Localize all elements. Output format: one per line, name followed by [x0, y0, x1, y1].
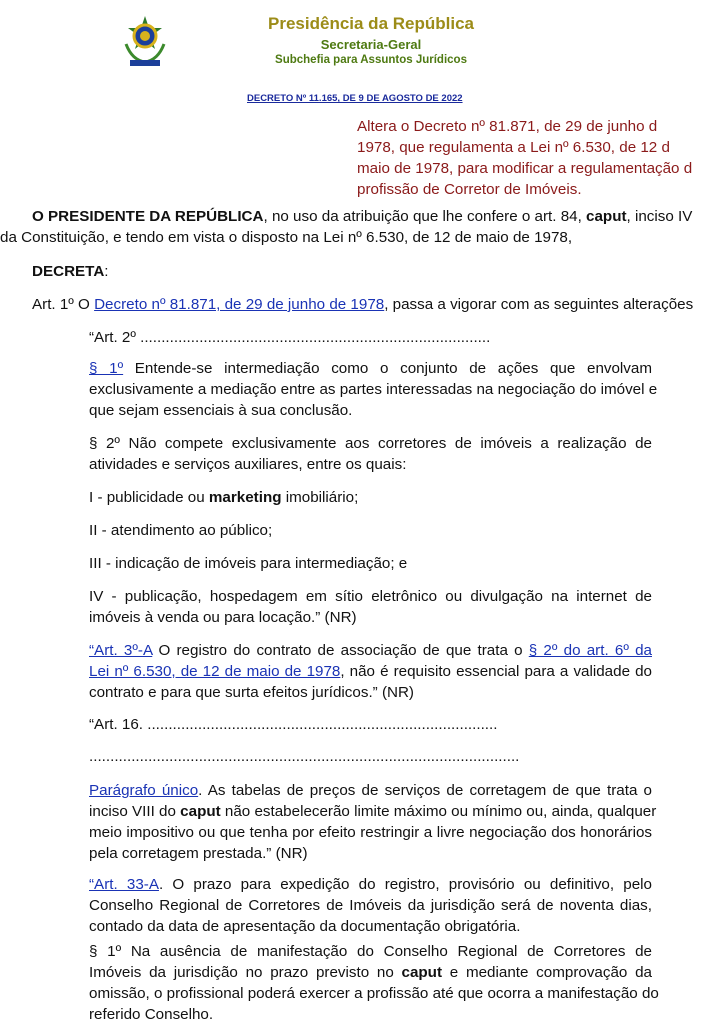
art2-par1-cont: exclusivamente a mediação entre as partes interessadas na negociação do imóvel e que sejam essenciais à sua conclusão. — [89, 381, 658, 419]
art2-par1: § 1º Entende-se intermediação como o conjunto de ações que envolvam — [89, 360, 652, 377]
paragrafo-unico: Parágrafo único. As tabelas de preços de serviços de corretagem de que trata o inciso VIII do caput não estabelecerão limite máximo ou mínimo ou, ainda, qualquer meio impositivo ou que tenha por efeito restringir a livre negociação dos honorários pela corretagem prestada.” (NR) — [89, 782, 657, 862]
paragrafo-unico-link[interactable]: Parágrafo único — [89, 782, 199, 799]
art3a-link[interactable]: “Art. 3º-A — [89, 642, 153, 659]
art3a: “Art. 3º-A O registro do contrato de associação de que trata o § 2º do art. 6º da Lei nº 6.530, de 12 de maio de 1978, não é requisito essencial para a validade do contrato e para que surta efeitos jurídicos.” (NR) — [89, 642, 652, 701]
lei-6530-art6-link[interactable]: § 2º do art. 6º da — [528, 642, 652, 659]
ementa — [357, 116, 702, 200]
art33a-par1: § 1º Na ausência de manifestação do Conselho Regional de Corretores de Imóveis da jurisdição no prazo previsto no caput e mediante comprovação da omissão, o profissional poderá exercer a profissão até que ocorra a manifestação do referido Conselho. — [89, 943, 659, 1023]
decreta-heading: DECRETA: — [32, 263, 109, 280]
dots-line: ...................................................................................................... — [89, 748, 520, 765]
coat-of-arms-icon — [120, 14, 170, 70]
ementa-line: maio de 1978, para modificar a regulamentação d — [357, 160, 693, 177]
art2-header: “Art. 2º ................................................................................... — [89, 329, 491, 346]
art33a-link[interactable]: “Art. 33-A — [89, 876, 159, 893]
item-i: I - publicidade ou marketing imobiliário; — [89, 489, 359, 506]
header-secretaria: Secretaria-Geral — [320, 37, 422, 52]
art33a: “Art. 33-A. O prazo para expedição do registro, provisório ou definitivo, pelo Conselho Regional de Corretores de Imóveis da jurisdição será de noventa dias, contado da data de apresentação da documentação obrigatória. — [89, 876, 652, 935]
ementa-line: 1978, que regulamenta a Lei nº 6.530, de 12 d — [357, 139, 670, 156]
header-presidencia: Presidência da República — [268, 14, 474, 33]
decreto-81871-link[interactable]: Decreto nº 81.871, de 29 de junho de 1978 — [94, 296, 385, 313]
decree-title-link[interactable]: DECRETO Nº 11.165, DE 9 DE AGOSTO DE 2022 — [247, 93, 463, 104]
preamble-line1: O PRESIDENTE DA REPÚBLICA, no uso da atribuição que lhe confere o art. 84, caput, inciso IV — [32, 208, 693, 225]
item-iii: III - indicação de imóveis para intermediação; e — [89, 555, 408, 572]
header-subchefia: Subchefia para Assuntos Jurídicos — [275, 54, 467, 66]
par1-link[interactable]: § 1º — [89, 360, 124, 377]
art2-par2: § 2º Não compete exclusivamente aos corretores de imóveis a realização de atividades e serviços auxiliares, entre os quais: — [89, 435, 652, 473]
ementa-line: profissão de Corretor de Imóveis. — [357, 181, 582, 198]
lei-6530-link[interactable]: Lei nº 6.530, de 12 de maio de 1978 — [89, 663, 341, 680]
art1: Art. 1º O Decreto nº 81.871, de 29 de junho de 1978, passa a vigorar com as seguintes alterações — [32, 296, 694, 313]
preamble-president: O PRESIDENTE DA REPÚBLICA — [32, 208, 264, 225]
item-ii: II - atendimento ao público; — [89, 522, 273, 539]
ementa-line: Altera o Decreto nº 81.871, de 29 de junho d — [357, 118, 658, 135]
art16-header: “Art. 16. ................................................................................... — [89, 716, 498, 733]
preamble-line2: da Constituição, e tendo em vista o disposto na Lei nº 6.530, de 12 de maio de 1978, — [0, 229, 573, 246]
item-iv: IV - publicação, hospedagem em sítio eletrônico ou divulgação na internet de imóveis à venda ou para locação.” (NR) — [89, 588, 652, 626]
